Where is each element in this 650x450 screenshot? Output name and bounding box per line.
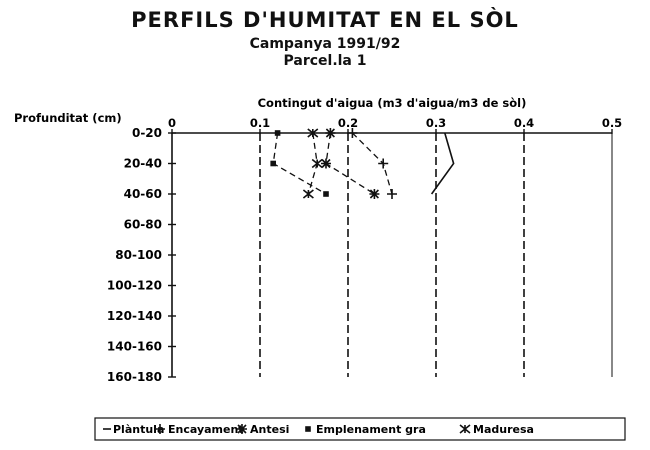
legend-label: Maduresa bbox=[473, 423, 534, 436]
data-point bbox=[378, 159, 388, 169]
data-point bbox=[325, 128, 335, 138]
legend-label: Emplenament gra bbox=[316, 423, 426, 436]
x-tick-label: 0 bbox=[167, 116, 177, 130]
data-point bbox=[460, 425, 470, 433]
chart-subtitle-campaign: Campanya 1991/92 bbox=[249, 36, 401, 52]
y-axis-label: Profunditat (cm) bbox=[14, 111, 122, 125]
series-emplenament-gra bbox=[270, 130, 328, 197]
x-axis-label: Contingut d'aigua (m3 d'aigua/m3 de sòl) bbox=[257, 96, 527, 110]
legend-item bbox=[155, 423, 244, 436]
data-point bbox=[323, 191, 329, 197]
y-tick-label: 160-180 bbox=[106, 370, 162, 384]
data-point bbox=[305, 426, 311, 432]
chart-title: PERFILS D'HUMITAT EN EL SÒL bbox=[131, 8, 519, 32]
legend-label: Plàntula bbox=[113, 423, 165, 436]
legend-label: Encayament bbox=[168, 423, 244, 436]
series-antesi bbox=[321, 128, 379, 199]
y-tick-label: 80-100 bbox=[115, 248, 162, 262]
y-tick-label: 120-140 bbox=[106, 309, 162, 323]
data-point bbox=[387, 189, 397, 199]
data-point bbox=[270, 161, 276, 167]
x-tick-label: 0.5 bbox=[601, 116, 623, 130]
series-pl-ntula bbox=[432, 133, 454, 194]
legend-item bbox=[237, 423, 289, 436]
x-tick-label: 0.1 bbox=[249, 116, 271, 130]
x-tick-label: 0.4 bbox=[513, 116, 535, 130]
legend-item bbox=[460, 423, 534, 436]
y-tick-label: 100-120 bbox=[106, 278, 162, 293]
series-maduresa bbox=[303, 129, 322, 198]
series-line bbox=[326, 133, 374, 194]
legend-item bbox=[305, 423, 426, 436]
data-point bbox=[303, 190, 313, 198]
chart-subtitle-plot: Parcel.la 1 bbox=[283, 53, 367, 69]
data-point bbox=[237, 424, 247, 434]
series-line bbox=[432, 133, 454, 194]
data-point bbox=[312, 160, 322, 168]
x-tick-label: 0.2 bbox=[337, 116, 359, 130]
y-tick-label: 0-20 bbox=[131, 126, 162, 140]
y-tick-label: 20-40 bbox=[123, 156, 162, 171]
y-tick-label: 40-60 bbox=[123, 187, 162, 201]
x-tick-label: 0.3 bbox=[425, 116, 447, 130]
data-point bbox=[275, 130, 281, 136]
series-encayament bbox=[347, 128, 397, 199]
y-tick-label: 140-160 bbox=[106, 339, 162, 354]
y-tick-label: 60-80 bbox=[123, 217, 162, 232]
data-point bbox=[369, 189, 379, 199]
legend-label: Antesi bbox=[250, 423, 290, 436]
